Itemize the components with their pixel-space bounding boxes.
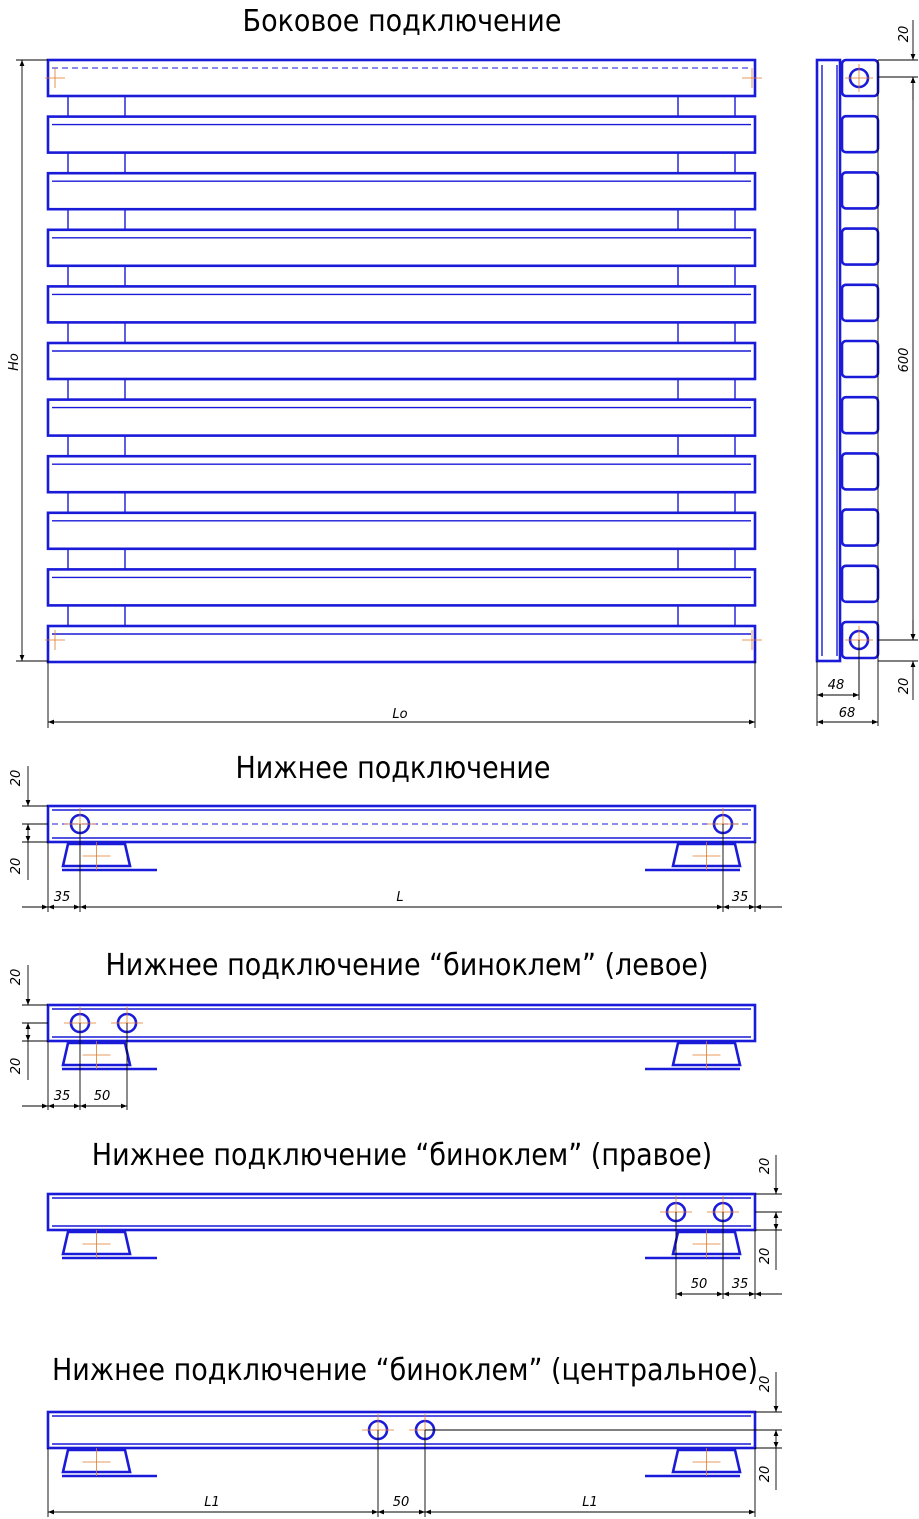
radiator-tube: [48, 513, 755, 549]
title-binocular-left: Нижнее подключение “биноклем” (левое): [105, 948, 709, 983]
binocular-left-view: [48, 1005, 755, 1069]
dimension-bottom-lower-label: 20: [9, 857, 24, 875]
radiator-tube: [48, 60, 755, 96]
tube-section: [842, 116, 878, 152]
dimension-ho-label: Ho: [7, 353, 22, 371]
dimension-bottom: [9, 766, 782, 912]
radiator-tube: [48, 173, 755, 209]
dimension-bottom-l-label: L: [396, 890, 404, 905]
binocular-center-view: [48, 1412, 755, 1476]
dimension-lo: [48, 661, 755, 728]
title-binocular-center: Нижнее подключение “биноклем” (центральное): [51, 1353, 759, 1388]
dimension-left-top-label: 20: [9, 968, 24, 986]
collector-segment: [678, 379, 735, 400]
title-binocular-right: Нижнее подключение “биноклем” (правое): [91, 1138, 713, 1173]
dimension-center-lower-label: 20: [758, 1465, 773, 1483]
dimension-left-50-label: 50: [93, 1089, 111, 1104]
dimension-ho: [7, 60, 48, 661]
radiator-tube: [48, 569, 755, 605]
collector-segment: [678, 549, 735, 570]
collector-segment: [68, 322, 125, 343]
collector-segment: [68, 605, 125, 626]
dimension-side-68-label: 68: [838, 706, 856, 721]
collector-segment: [678, 266, 735, 287]
dimension-right-50-label: 50: [690, 1277, 708, 1292]
radiator-tube: [48, 400, 755, 436]
tube-section: [842, 172, 878, 208]
dimension-right-lower-label: 20: [758, 1247, 773, 1265]
collector-segment: [68, 96, 125, 117]
tube-section: [842, 229, 878, 265]
dimension-side-48-label: 48: [827, 678, 845, 693]
radiator-tube: [48, 456, 755, 492]
title-bottom-connection: Нижнее подключение: [235, 751, 551, 786]
collector-segment: [678, 209, 735, 230]
collector-segment: [68, 209, 125, 230]
dimension-bottom-top-label: 20: [9, 769, 24, 787]
front-view-radiator: [45, 60, 762, 662]
title-side-connection: Боковое подключение: [242, 4, 562, 39]
collector-segment: [68, 266, 125, 287]
binocular-right-view: [48, 1194, 755, 1258]
dimension-binocular-right: [676, 1155, 782, 1299]
dimension-side-600-label: 600: [897, 347, 912, 373]
bottom-tube: [48, 1005, 755, 1041]
collector-segment: [68, 492, 125, 513]
dimension-side-top-label: 20: [897, 25, 912, 43]
bottom-connection-view: [48, 806, 755, 870]
tube-section: [842, 510, 878, 546]
tube-section: [842, 453, 878, 489]
bottom-tube: [48, 1194, 755, 1230]
collector-segment: [678, 322, 735, 343]
collector-segment: [678, 436, 735, 457]
radiator-tube: [48, 230, 755, 266]
dimension-bottom-right35-label: 35: [731, 890, 749, 905]
dimension-right-top-label: 20: [758, 1157, 773, 1175]
dimension-center-50-label: 50: [392, 1495, 410, 1510]
side-profile-view: [817, 60, 878, 700]
dimension-center-l1-left-label: L1: [204, 1495, 220, 1510]
radiator-tube: [48, 286, 755, 322]
dimension-left-lower-label: 20: [9, 1057, 24, 1075]
collector-segment: [678, 492, 735, 513]
dimension-side-bottom-label: 20: [897, 677, 912, 695]
radiator-tube: [48, 117, 755, 153]
dimension-center-l1-right-label: L1: [582, 1495, 598, 1510]
tube-section: [842, 341, 878, 377]
dimension-right-35-label: 35: [731, 1277, 749, 1292]
dimension-center-top-label: 20: [758, 1375, 773, 1393]
tube-section: [842, 285, 878, 321]
collector-segment: [68, 549, 125, 570]
radiator-tube: [48, 343, 755, 379]
dimension-side: [817, 20, 918, 726]
collector-segment: [678, 96, 735, 117]
dimension-bottom-left35-label: 35: [53, 890, 71, 905]
collector-segment: [68, 379, 125, 400]
dimension-lo-label: Lo: [392, 707, 408, 722]
collector-segment: [68, 436, 125, 457]
collector-segment: [678, 153, 735, 174]
dimension-left-35-label: 35: [53, 1089, 71, 1104]
collector-segment: [68, 153, 125, 174]
collector-segment: [678, 605, 735, 626]
tube-section: [842, 397, 878, 433]
radiator-tube: [48, 626, 755, 662]
tube-section: [842, 566, 878, 602]
